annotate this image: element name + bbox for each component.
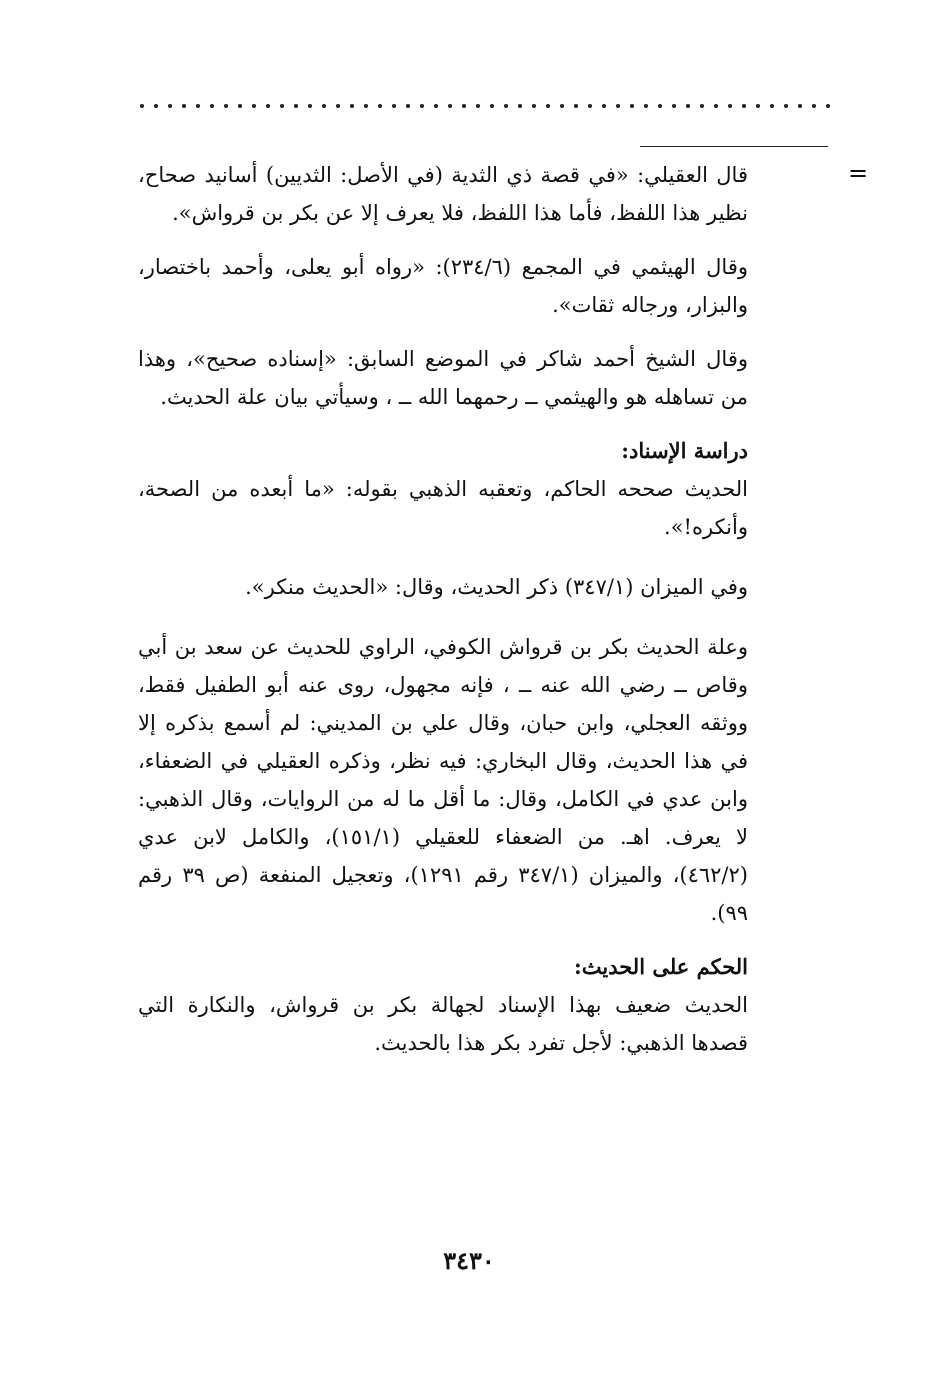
continuation-mark: = <box>848 159 869 187</box>
heading-hadith-ruling: الحكم على الحديث: <box>574 954 748 979</box>
page-number: ٣٤٣٠ <box>443 1246 495 1275</box>
paragraph-ruling: الحديث ضعيف بهذا الإسناد لجهالة بكر بن قرواش، والنكارة التي قصدها الذهبي: لأجل تفرد بكر هذا بالحديث. <box>138 993 748 1055</box>
heading-isnad-study: دراسة الإسناد: <box>621 438 748 463</box>
paragraph-hadith-defect: وعلة الحديث بكر بن قرواش الكوفي، الراوي للحديث عن سعد بن أبي وقاص ــ رضي الله عنه ــ ، فإنه مجهول، روى عنه أبو الطفيل فقط، ووثقه العجلي، وابن حبان، وقال علي بن المديني: لم أسمع بذكره إلا في هذا الحديث، وقال البخاري: فيه نظر، وذكره العقيلي في الضعفاء، وابن عدي في الكامل، وقال: ما أقل ما له من الروايات، وقال الذهبي: لا يعرف. اهـ. من الضعفاء للعقيلي (١٥١/١)، والكامل لابن عدي (٤٦٢/٢)، والميزان (٣٤٧/١ رقم ١٢٩١)، وتعجيل المنفعة (ص ٣٩ رقم ٩٩). <box>138 635 748 925</box>
paragraph-uqayli-quote: قال العقيلي: «في قصة ذي الثدية (في الأصل: الثديين) أسانيد صحاح، نظير هذا اللفظ، فأما هذا اللفظ، فلا يعرف إلا عن بكر بن قرواش». <box>138 163 748 225</box>
dotted-separator <box>140 96 830 116</box>
paragraph-hakim-dhahabi: الحديث صححه الحاكم، وتعقبه الذهبي بقوله: «ما أبعده من الصحة، وأنكره!». <box>138 477 748 539</box>
paragraph-mizan: وفي الميزان (٣٤٧/١) ذكر الحديث، وقال: «الحديث منكر». <box>245 575 748 599</box>
paragraph-shakir-quote: وقال الشيخ أحمد شاكر في الموضع السابق: «إسناده صحيح»، وهذا من تساهله هو والهيثمي ــ رحمهما الله ــ ، وسيأتي بيان علة الحديث. <box>138 347 748 409</box>
paragraph-haythami-quote: وقال الهيثمي في المجمع (٢٣٤/٦): «رواه أبو يعلى، وأحمد باختصار، والبزار، ورجاله ثقات». <box>138 255 748 317</box>
page-body <box>138 156 748 1062</box>
footnote-rule <box>640 146 828 147</box>
